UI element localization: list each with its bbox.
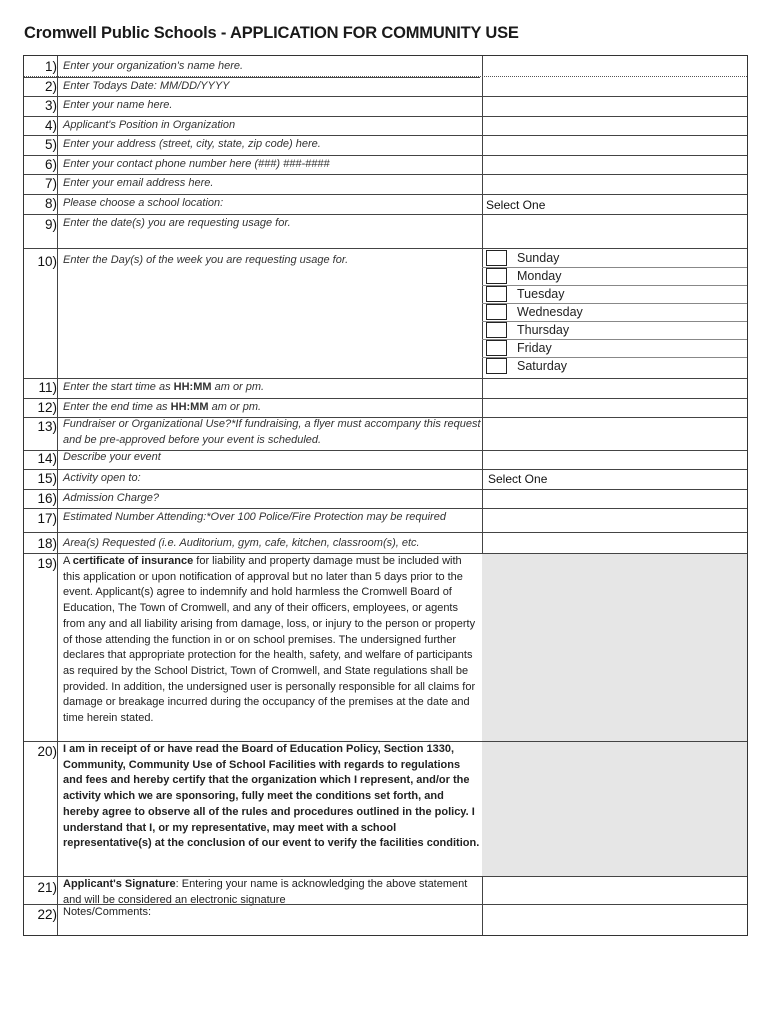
row-number: 3): [44, 98, 57, 113]
day-checkbox-monday[interactable]: [486, 268, 507, 284]
day-checkbox-sunday[interactable]: [486, 250, 507, 266]
row-number: 2): [44, 79, 57, 94]
signature-input[interactable]: [482, 876, 747, 904]
notes-input[interactable]: [482, 904, 747, 936]
end-time-input[interactable]: [482, 398, 747, 417]
form-row-18: [24, 532, 747, 553]
form-row-1: [24, 56, 747, 76]
form-row-17: [24, 508, 747, 532]
school-location-select[interactable]: [482, 194, 747, 214]
day-label: Tuesday: [517, 287, 565, 301]
position-input[interactable]: [482, 116, 747, 135]
attendance-input[interactable]: [482, 508, 747, 532]
field-label: Enter your contact phone number here (###) ###-####: [63, 158, 330, 170]
field-label: Enter the Day(s) of the week you are requesting usage for.: [63, 254, 349, 266]
signature-label: Applicant's Signature: Entering your name is acknowledging the above statement and will be considered an electronic signature: [63, 878, 468, 906]
form-row-19: [24, 553, 747, 741]
day-label: Sunday: [517, 251, 560, 265]
day-checkbox-thursday[interactable]: [486, 322, 507, 338]
field-label: Area(s) Requested (i.e. Auditorium, gym, cafe, kitchen, classroom(s), etc.: [63, 537, 420, 549]
requested-dates-input[interactable]: [482, 214, 747, 248]
row-number: 7): [44, 176, 57, 191]
row-number: 17): [37, 511, 57, 526]
field-label: Enter Todays Date: MM/DD/YYYY: [63, 80, 230, 92]
form-row-12: [24, 398, 747, 417]
day-label: Monday: [517, 269, 562, 283]
row-number: 13): [37, 419, 57, 434]
day-checkbox-friday[interactable]: [486, 340, 507, 356]
field-label: Estimated Number Attending:*Over 100 Police/Fire Protection may be required: [63, 511, 446, 523]
email-input[interactable]: [482, 174, 747, 194]
select-value: Select One: [488, 472, 548, 486]
row-number: 15): [37, 471, 57, 486]
form-row-16: [24, 489, 747, 508]
select-value: Select One: [486, 198, 546, 212]
form-row-20: [24, 741, 747, 876]
todays-date-input[interactable]: [482, 77, 747, 96]
form-row-15: [24, 469, 747, 489]
field-label: Activity open to:: [63, 472, 141, 484]
form-row-5: [24, 135, 747, 155]
row-number: 10): [37, 254, 57, 269]
page-title: Cromwell Public Schools - APPLICATION FOR COMMUNITY USE: [24, 24, 519, 42]
activity-open-to-select[interactable]: [482, 469, 747, 489]
form-row-8: [24, 194, 747, 214]
row-number: 12): [37, 400, 57, 415]
form-row-14: [24, 450, 747, 469]
insurance-statement: A certificate of insurance for liability and property damage must be included with this application or upon notification of approval but no later than 5 days prior to the event. Applicant(s) agree to indemnify and hold harmless the Cromwell Board of Education, The Town of Cromwell, and any of their officers, employees, or agents from any and all liability arising from damage, loss, or injury to the person or property of those attending the function in or on school premises. The undersigned further declares that appropriate protection for the health, safety, and welfare of participants as required by the School District, Town of Cromwell, and State regulations shall be provided. In addition, the undersigned user is personally responsible for all claims for damage or breakage incurred during the occupancy of the premises at the date and time herein stated.: [63, 555, 476, 725]
form-row-11: [24, 378, 747, 398]
day-label: Saturday: [517, 359, 568, 373]
row-number: 6): [44, 157, 57, 172]
application-form: [23, 55, 748, 936]
phone-input[interactable]: [482, 155, 747, 174]
day-checkbox-wednesday[interactable]: [486, 304, 507, 320]
field-label: Notes/Comments:: [63, 906, 152, 918]
form-row-7: [24, 174, 747, 194]
row-number: 21): [37, 880, 57, 895]
field-label: Admission Charge?: [63, 492, 159, 504]
event-description-input[interactable]: [482, 450, 747, 469]
day-label: Thursday: [517, 323, 570, 337]
start-time-input[interactable]: [482, 378, 747, 398]
row-number: 9): [44, 217, 57, 232]
field-label: Describe your event: [63, 451, 161, 463]
form-row-6: [24, 155, 747, 174]
row-number: 22): [37, 907, 57, 922]
row-number: 20): [37, 744, 57, 759]
form-row-21: [24, 876, 747, 904]
row-number: 16): [37, 491, 57, 506]
use-type-input[interactable]: [482, 417, 747, 450]
organization-name-input[interactable]: [482, 56, 747, 76]
row-number: 4): [44, 118, 57, 133]
row-number: 8): [44, 196, 57, 211]
row-number: 11): [38, 380, 57, 395]
field-label: Enter the end time as HH:MM am or pm.: [63, 401, 262, 413]
form-row-9: [24, 214, 747, 248]
row-number: 18): [37, 536, 57, 551]
admission-charge-input[interactable]: [482, 489, 747, 508]
field-label: Enter your address (street, city, state, zip code) here.: [63, 138, 321, 150]
areas-requested-input[interactable]: [482, 532, 747, 553]
field-label: Enter your email address here.: [63, 177, 214, 189]
form-row-4: [24, 116, 747, 135]
field-label: Enter your organization's name here.: [63, 60, 244, 72]
day-checkbox-tuesday[interactable]: [486, 286, 507, 302]
row-number: 1): [44, 59, 57, 74]
field-label: Enter your name here.: [63, 99, 173, 111]
day-label: Friday: [517, 341, 552, 355]
field-label: Applicant's Position in Organization: [63, 119, 236, 131]
field-label: Please choose a school location:: [63, 197, 224, 209]
policy-statement: I am in receipt of or have read the Board of Education Policy, Section 1330, Community, Community Use of School Facilities with regards to regulations and fees and hereby certify that the organization which I represent, and/or the activity which we are sponsoring, fully meet the conditions set forth, and hereby agree to observe all of the rules and procedures outlined in the policy. I understand that I, or my representative, may meet with a school representative(s) at the conclusion of our event to verify the facilities condition.: [63, 743, 480, 850]
day-label: Wednesday: [517, 305, 583, 319]
applicant-name-input[interactable]: [482, 96, 747, 116]
row-number: 5): [44, 137, 57, 152]
form-row-13: [24, 417, 747, 450]
row-number: 14): [37, 451, 57, 466]
field-label: Fundraiser or Organizational Use?*If fundraising, a flyer must accompany this request and be pre-approved before your event is scheduled.: [63, 418, 481, 446]
field-label: Enter the date(s) you are requesting usage for.: [63, 217, 291, 229]
day-checkbox-saturday[interactable]: [486, 358, 507, 374]
form-row-2: [24, 77, 747, 96]
form-row-3: [24, 96, 747, 116]
field-label: Enter the start time as HH:MM am or pm.: [63, 381, 265, 393]
form-row-22: [24, 904, 747, 936]
address-input[interactable]: [482, 135, 747, 155]
row-number: 19): [37, 556, 57, 571]
